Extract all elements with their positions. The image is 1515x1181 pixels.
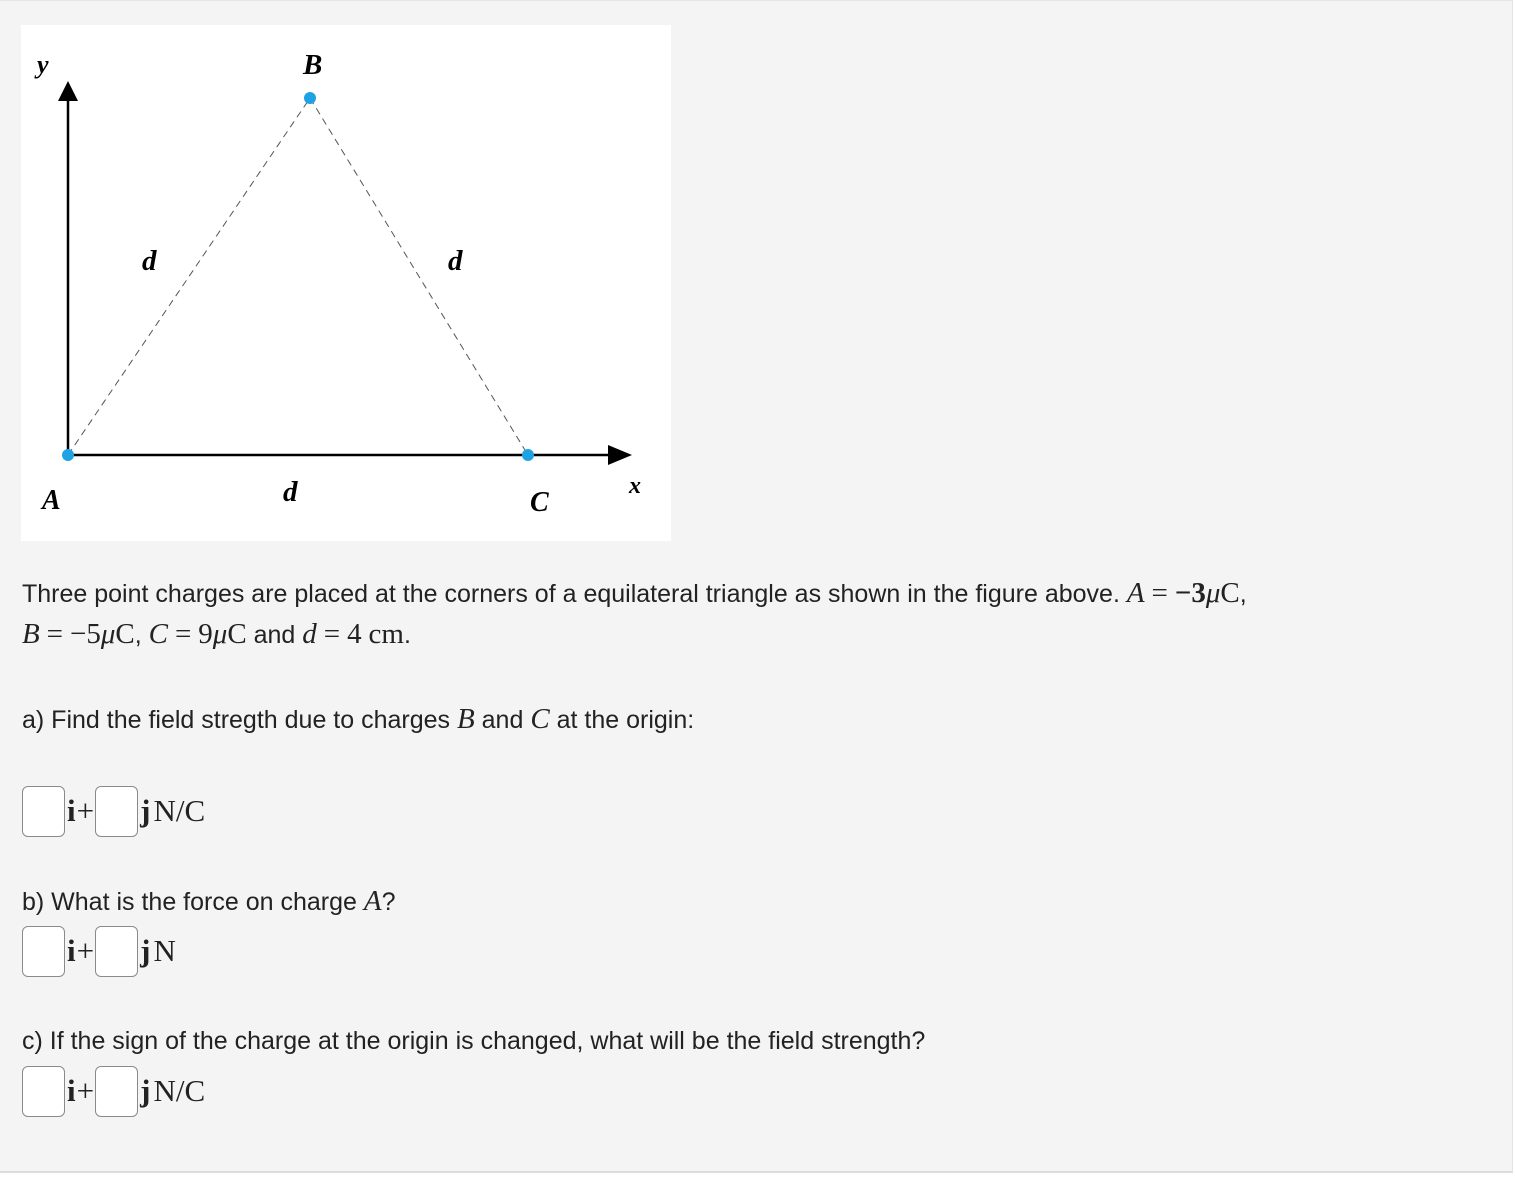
intro-line-1: [22, 573, 1247, 615]
mu-symbol: μ: [1205, 577, 1221, 609]
symbol-d: d: [302, 618, 317, 650]
label-b: B: [303, 49, 323, 81]
equals-sign: =: [323, 618, 341, 650]
i-hat-label: i: [67, 793, 76, 828]
charge-b-point: [304, 92, 316, 104]
comma: ,: [134, 621, 142, 649]
unit-label: N/C: [153, 1073, 206, 1108]
part-b-j-input[interactable]: [95, 926, 138, 977]
part-c-j-input[interactable]: [95, 1066, 138, 1117]
part-b-prefix: b) What is the force on charge: [22, 888, 357, 916]
figure-svg: [21, 25, 671, 541]
symbol-b: B: [456, 703, 475, 735]
coulomb-unit: C: [115, 618, 135, 650]
part-a-j-input[interactable]: [95, 786, 138, 837]
y-axis-arrow-icon: [58, 81, 78, 101]
part-b-prompt: [22, 881, 395, 923]
plus-sign: +: [76, 793, 95, 828]
part-b-answer-row: [22, 924, 176, 978]
i-hat-label: i: [67, 933, 76, 968]
charge-a-point: [62, 449, 74, 461]
label-d-left: d: [142, 245, 157, 277]
part-b-i-input[interactable]: [22, 926, 65, 977]
intro-line-2: [22, 614, 411, 656]
plus-sign: +: [76, 1073, 95, 1108]
and-word: and: [253, 621, 296, 649]
j-hat-label: j: [140, 1073, 151, 1108]
triangle-figure: [21, 25, 671, 541]
label-d-right: d: [448, 245, 463, 277]
part-a-prefix: a) Find the field stregth due to charges: [22, 706, 451, 734]
label-a: A: [42, 485, 61, 516]
unit-label: N/C: [153, 793, 206, 828]
part-c-i-input[interactable]: [22, 1066, 65, 1117]
mu-symbol: μ: [212, 618, 228, 650]
mu-symbol: μ: [100, 618, 116, 650]
charge-c-point: [522, 449, 534, 461]
distance-value: 4: [347, 618, 362, 650]
coulomb-unit: C: [227, 618, 247, 650]
j-hat-label: j: [140, 933, 151, 968]
charge-a-value: −3: [1174, 577, 1206, 609]
comma: ,: [1239, 580, 1247, 608]
label-d-bottom: d: [283, 476, 298, 508]
part-a-prompt: [22, 699, 694, 741]
part-a-suffix: at the origin:: [556, 706, 695, 734]
plus-sign: +: [76, 933, 95, 968]
and-word: and: [481, 706, 524, 734]
symbol-c: C: [148, 618, 168, 650]
symbol-a: A: [363, 885, 382, 917]
part-c-text: c) If the sign of the charge at the origin is changed, what will be the field strength?: [22, 1027, 926, 1055]
period: .: [403, 621, 411, 649]
label-c: C: [530, 487, 549, 518]
x-axis-label: x: [629, 473, 641, 499]
side-bc: [310, 98, 528, 455]
equals-sign: =: [174, 618, 192, 650]
side-ab: [68, 98, 310, 455]
unit-label: N: [153, 933, 176, 968]
j-hat-label: j: [140, 793, 151, 828]
distance-unit: cm: [368, 618, 404, 650]
part-a-i-input[interactable]: [22, 786, 65, 837]
coulomb-unit: C: [1220, 577, 1240, 609]
charge-b-value: −5: [69, 618, 101, 650]
equals-sign: =: [46, 618, 64, 650]
i-hat-label: i: [67, 1073, 76, 1108]
question-mark: ?: [381, 888, 396, 916]
symbol-a: A: [1126, 577, 1145, 609]
equals-sign: =: [1151, 577, 1168, 609]
symbol-b: B: [22, 618, 40, 650]
charge-c-value: 9: [198, 618, 213, 650]
symbol-c: C: [530, 703, 550, 735]
x-axis-arrow-icon: [608, 445, 632, 465]
y-axis-label: y: [37, 50, 49, 79]
part-a-answer-row: [22, 784, 205, 838]
part-c-answer-row: [22, 1064, 205, 1118]
intro-text: Three point charges are placed at the corners of a equilateral triangle as shown in the figure above.: [22, 580, 1120, 608]
part-c-prompt: [22, 1021, 925, 1062]
